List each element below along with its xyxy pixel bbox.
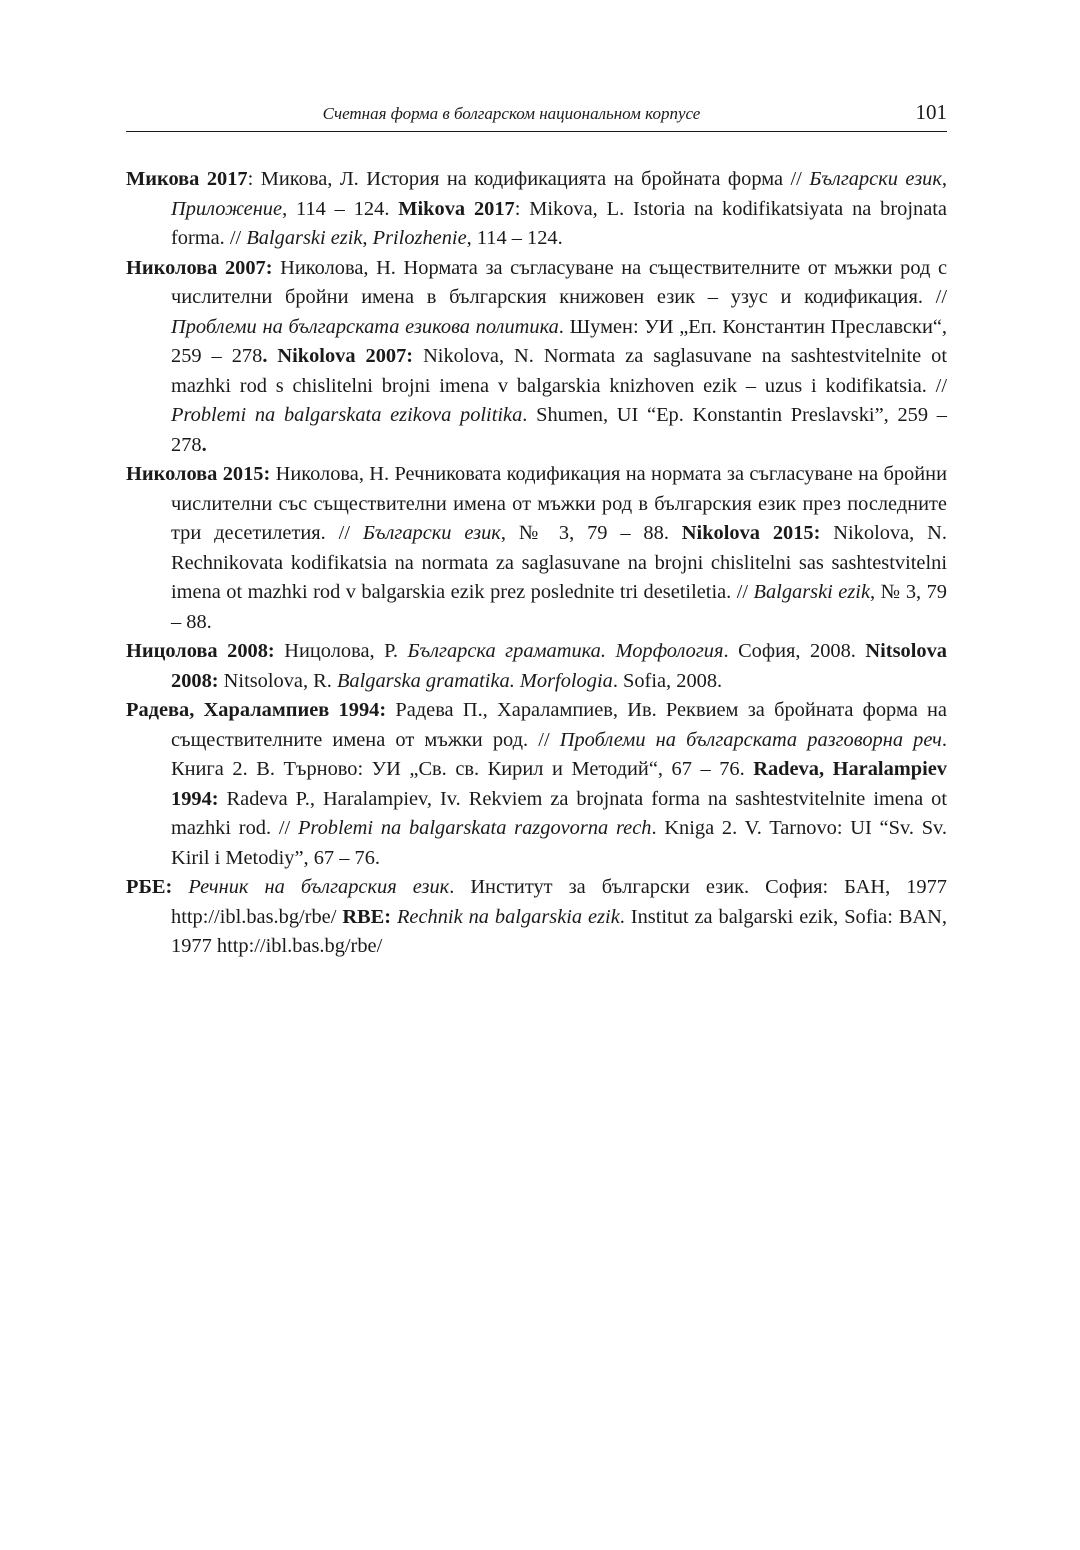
reference-text: Nikolova, N. Rechnikovata kodifikatsia na normata za saglasuvane na brojni chislitelni sas sashtestvitelni imena ot mazhki rod v balgarskia ezik prez poslednite tri desetiletia. //	[171, 522, 947, 603]
reference-title: Problemi na balgarskata razgovorna rech	[297, 817, 652, 839]
reference-text: . София, 2008.	[723, 640, 866, 662]
reference-key: Николова 2015:	[126, 463, 271, 485]
reference-text: . Шумен: УИ „Еп. Константин Преславски“, 259 – 278	[171, 315, 947, 367]
reference-key: RBE:	[342, 905, 392, 928]
reference-key: Nitsolova 2008:	[171, 640, 947, 692]
reference-text: Ницолова, Р.	[274, 640, 408, 662]
reference-text: . Shumen, UI “Ep. Konstantin Preslavski”, 259 – 278	[171, 404, 947, 456]
reference-text: Nikolova, N. Normata za saglasuvane na sashtestvitelnite ot mazhki rod s chislitelni brojni imena v balgarskia knizhoven ezik – uzus i kodifikatsia. //	[171, 345, 948, 397]
reference-title: Problemi na balgarskata ezikova politika	[171, 404, 523, 426]
reference-title: Balgarski ezik	[246, 227, 363, 249]
reference-key: Radeva, Haralampiev 1994:	[171, 758, 947, 810]
reference-text: . Institut za balgarski ezik, Sofia: BAN, 1977 http://ibl.bas.bg/rbe/	[171, 905, 947, 957]
reference-entry	[126, 696, 947, 873]
reference-title: Проблеми на българската разговорна реч	[559, 728, 942, 751]
reference-title: Проблеми на българската езикова политика	[171, 315, 559, 338]
reference-text: ,	[941, 168, 947, 190]
running-head	[126, 100, 947, 132]
reference-text: , 114 – 124.	[282, 197, 399, 220]
reference-key: Радева, Харалампиев 1994:	[126, 699, 387, 721]
reference-title: Balgarska gramatika. Morfologia	[336, 669, 613, 692]
reference-list	[126, 165, 947, 962]
reference-text: : Микова, Л. История на кодификацията на бройната форма //	[247, 168, 810, 190]
reference-key: Николова 2007:	[126, 256, 273, 279]
reference-text: . Kniga 2. V. Tarnovo: UI “Sv. Sv. Kiril i Metodiy”, 67 – 76.	[171, 817, 947, 869]
reference-title: Rechnik na balgarskia ezik	[396, 905, 620, 928]
reference-text: , 114 – 124.	[466, 227, 563, 249]
reference-text: . Sofia, 2008.	[612, 669, 723, 692]
reference-key: Mikova 2017	[398, 197, 515, 220]
reference-entry	[126, 460, 947, 637]
reference-title: Prilozhenie	[372, 227, 467, 249]
reference-entry	[126, 254, 947, 461]
reference-text	[172, 876, 188, 898]
reference-key: .	[201, 433, 207, 456]
reference-key: Ницолова 2008:	[126, 640, 275, 662]
reference-text: Николова, Н. Речниковата кодификация на нормата за съгласуване на бройни числителни със съществителни имена от мъжки род в българския език през последните три десетилетия. //	[171, 463, 947, 544]
reference-text: ,	[362, 227, 373, 249]
reference-title: Българска граматика. Морфология	[407, 640, 724, 662]
reference-text: : Mikova, L. Istoria na kodifikatsiyata na brojnata forma. //	[171, 197, 947, 249]
reference-title: Български език	[809, 168, 942, 190]
reference-text: Радева П., Харалампиев, Ив. Реквием за бройната форма на съществителните имена от мъжки род. //	[171, 699, 947, 751]
reference-entry	[126, 873, 947, 962]
reference-key: Nikolova 2015:	[681, 522, 821, 544]
reference-text: Radeva P., Haralampiev, Iv. Rekviem za brojnata forma na sashtestvitelnite imena ot mazhki rod. //	[171, 787, 947, 839]
reference-entry	[126, 165, 947, 254]
reference-title: Български език	[362, 522, 501, 544]
reference-text: . Книга 2. В. Търново: УИ „Св. св. Кирил и Методий“, 67 – 76.	[171, 728, 947, 780]
reference-title: Приложение	[171, 197, 283, 220]
reference-text: , № 3, 79 – 88.	[171, 581, 948, 633]
reference-entry	[126, 637, 947, 696]
running-head-title: Счетная форма в болгарском национальном корпусе	[322, 104, 701, 123]
reference-text: Nitsolova, R.	[218, 669, 337, 692]
reference-title: Речник на българския език	[188, 876, 450, 898]
reference-key: Микова 2017	[126, 168, 248, 190]
reference-title: Balgarski ezik	[753, 581, 870, 603]
reference-key: РБЕ:	[126, 876, 173, 898]
page-number: 101	[915, 100, 947, 124]
reference-text: . Институт за български език. София: БАН, 1977 http://ibl.bas.bg/rbe/	[171, 876, 947, 928]
reference-text: Николова, Н. Нормата за съгласуване на съществителните от мъжки род с числителни бройни имена в българския книжовен език – узус и кодификация. //	[171, 256, 947, 308]
reference-key: . Nikolova 2007:	[262, 345, 414, 367]
reference-text: , № 3, 79 – 88.	[500, 522, 682, 544]
